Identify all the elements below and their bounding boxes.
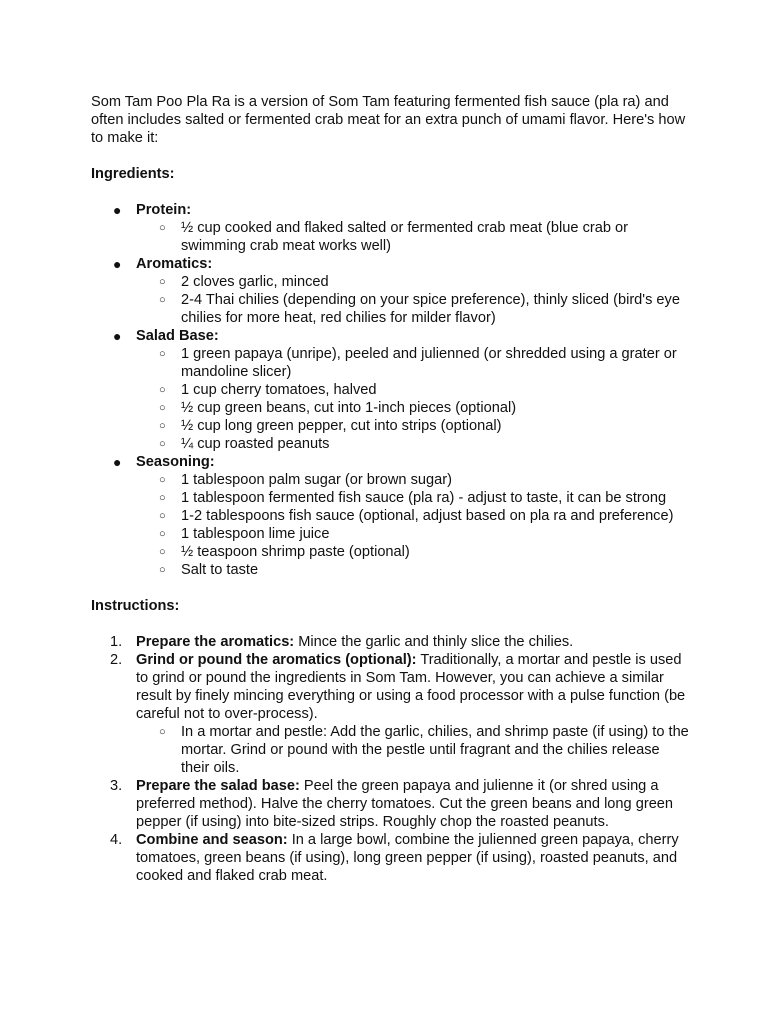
instructions-list xyxy=(91,633,691,885)
step-title: Prepare the salad base: xyxy=(136,778,300,794)
circle-bullet-icon: ○ xyxy=(159,384,166,396)
ingredients-heading: Ingredients: xyxy=(91,166,175,182)
ingredient-item: ○ 1 tablespoon fermented fish sauce (pla ra) - adjust to taste, it can be strong xyxy=(159,490,667,506)
ingredient-item: ○ Salt to taste xyxy=(159,562,259,578)
ingredient-category-protein xyxy=(91,201,691,255)
step-text: Mince the garlic and thinly slice the chilies. xyxy=(298,634,574,650)
circle-bullet-icon: ○ xyxy=(159,528,166,540)
instructions-heading: Instructions: xyxy=(91,598,180,614)
circle-bullet-icon: ○ xyxy=(159,546,166,558)
ingredient-category-seasoning xyxy=(91,453,691,579)
bullet-icon: ● xyxy=(113,256,122,272)
category-label: Seasoning: xyxy=(136,454,215,470)
step-title: Grind or pound the aromatics (optional): xyxy=(136,652,417,668)
ingredient-item: ○ ½ teaspoon shrimp paste (optional) xyxy=(159,544,410,560)
ingredient-item: ○ ½ cup cooked and flaked salted or fermented crab meat (blue crab or swimming crab meat works well) xyxy=(159,220,628,254)
ingredient-item: ○ ¼ cup roasted peanuts xyxy=(159,436,330,452)
category-label: Aromatics: xyxy=(136,256,213,272)
circle-bullet-icon: ○ xyxy=(159,420,166,432)
recipe-document xyxy=(91,93,691,885)
ingredients-list xyxy=(91,201,691,579)
ingredient-item: ○ 1 green papaya (unripe), peeled and julienned (or shredded using a grater or mandoline slicer) xyxy=(159,346,677,380)
step-sub-item: ○ In a mortar and pestle: Add the garlic, chilies, and shrimp paste (if using) to the mortar. Grind or pound with the pestle until fragrant and the chilies release their oils. xyxy=(159,724,689,776)
bullet-icon: ● xyxy=(113,328,122,344)
bullet-icon: ● xyxy=(113,454,122,470)
ingredient-category-aromatics xyxy=(91,255,691,327)
circle-bullet-icon: ○ xyxy=(159,402,166,414)
ingredient-item: ○ 1-2 tablespoons fish sauce (optional, adjust based on pla ra and preference) xyxy=(159,508,674,524)
circle-bullet-icon: ○ xyxy=(159,492,166,504)
step-text: Peel the green papaya and julienne it (or shred using a preferred method). Halve the cherry tomatoes. Cut the green beans and long green pepper (if using) into bite-sized strips. Roughly chop the roasted peanuts. xyxy=(136,778,674,830)
circle-bullet-icon: ○ xyxy=(159,294,166,306)
step-text: In a large bowl, combine the julienned green papaya, cherry tomatoes, green beans (if using), long green pepper (if using), roasted peanuts, and cooked and flaked crab meat. xyxy=(136,832,679,884)
instruction-step xyxy=(91,777,691,831)
instruction-step xyxy=(91,651,691,777)
step-number: 2. xyxy=(110,652,123,668)
instruction-step xyxy=(91,831,691,885)
circle-bullet-icon: ○ xyxy=(159,438,166,450)
ingredient-item: ○ ½ cup long green pepper, cut into strips (optional) xyxy=(159,418,502,434)
step-title: Prepare the aromatics: xyxy=(136,634,295,650)
circle-bullet-icon: ○ xyxy=(159,348,166,360)
intro-paragraph: Som Tam Poo Pla Ra is a version of Som Tam featuring fermented fish sauce (pla ra) and often includes salted or fermented crab meat for an extra punch of umami flavor. Here's how to make it: xyxy=(91,94,686,146)
instruction-step xyxy=(91,633,691,651)
category-label: Protein: xyxy=(136,202,192,218)
circle-bullet-icon: ○ xyxy=(159,474,166,486)
ingredient-category-salad-base xyxy=(91,327,691,453)
category-label: Salad Base: xyxy=(136,328,219,344)
step-number: 3. xyxy=(110,778,123,794)
ingredient-item: ○ 1 tablespoon palm sugar (or brown sugar) xyxy=(159,472,452,488)
circle-bullet-icon: ○ xyxy=(159,726,166,738)
ingredient-item: ○ 2-4 Thai chilies (depending on your spice preference), thinly sliced (bird's eye chilies for more heat, red chilies for milder flavor) xyxy=(159,292,680,326)
circle-bullet-icon: ○ xyxy=(159,222,166,234)
step-title: Combine and season: xyxy=(136,832,288,848)
ingredient-item: ○ 2 cloves garlic, minced xyxy=(159,274,329,290)
bullet-icon: ● xyxy=(113,202,122,218)
step-number: 1. xyxy=(110,634,123,650)
ingredient-item: ○ 1 tablespoon lime juice xyxy=(159,526,330,542)
ingredient-item: ○ ½ cup green beans, cut into 1-inch pieces (optional) xyxy=(159,400,517,416)
step-text: Traditionally, a mortar and pestle is used to grind or pound the ingredients in Som Tam. However, you can achieve a similar result by finely mincing everything or using a food processor with a pulse function (be careful not to over-process). xyxy=(136,652,686,722)
circle-bullet-icon: ○ xyxy=(159,510,166,522)
step-number: 4. xyxy=(110,832,123,848)
ingredient-item: ○ 1 cup cherry tomatoes, halved xyxy=(159,382,377,398)
circle-bullet-icon: ○ xyxy=(159,564,166,576)
circle-bullet-icon: ○ xyxy=(159,276,166,288)
